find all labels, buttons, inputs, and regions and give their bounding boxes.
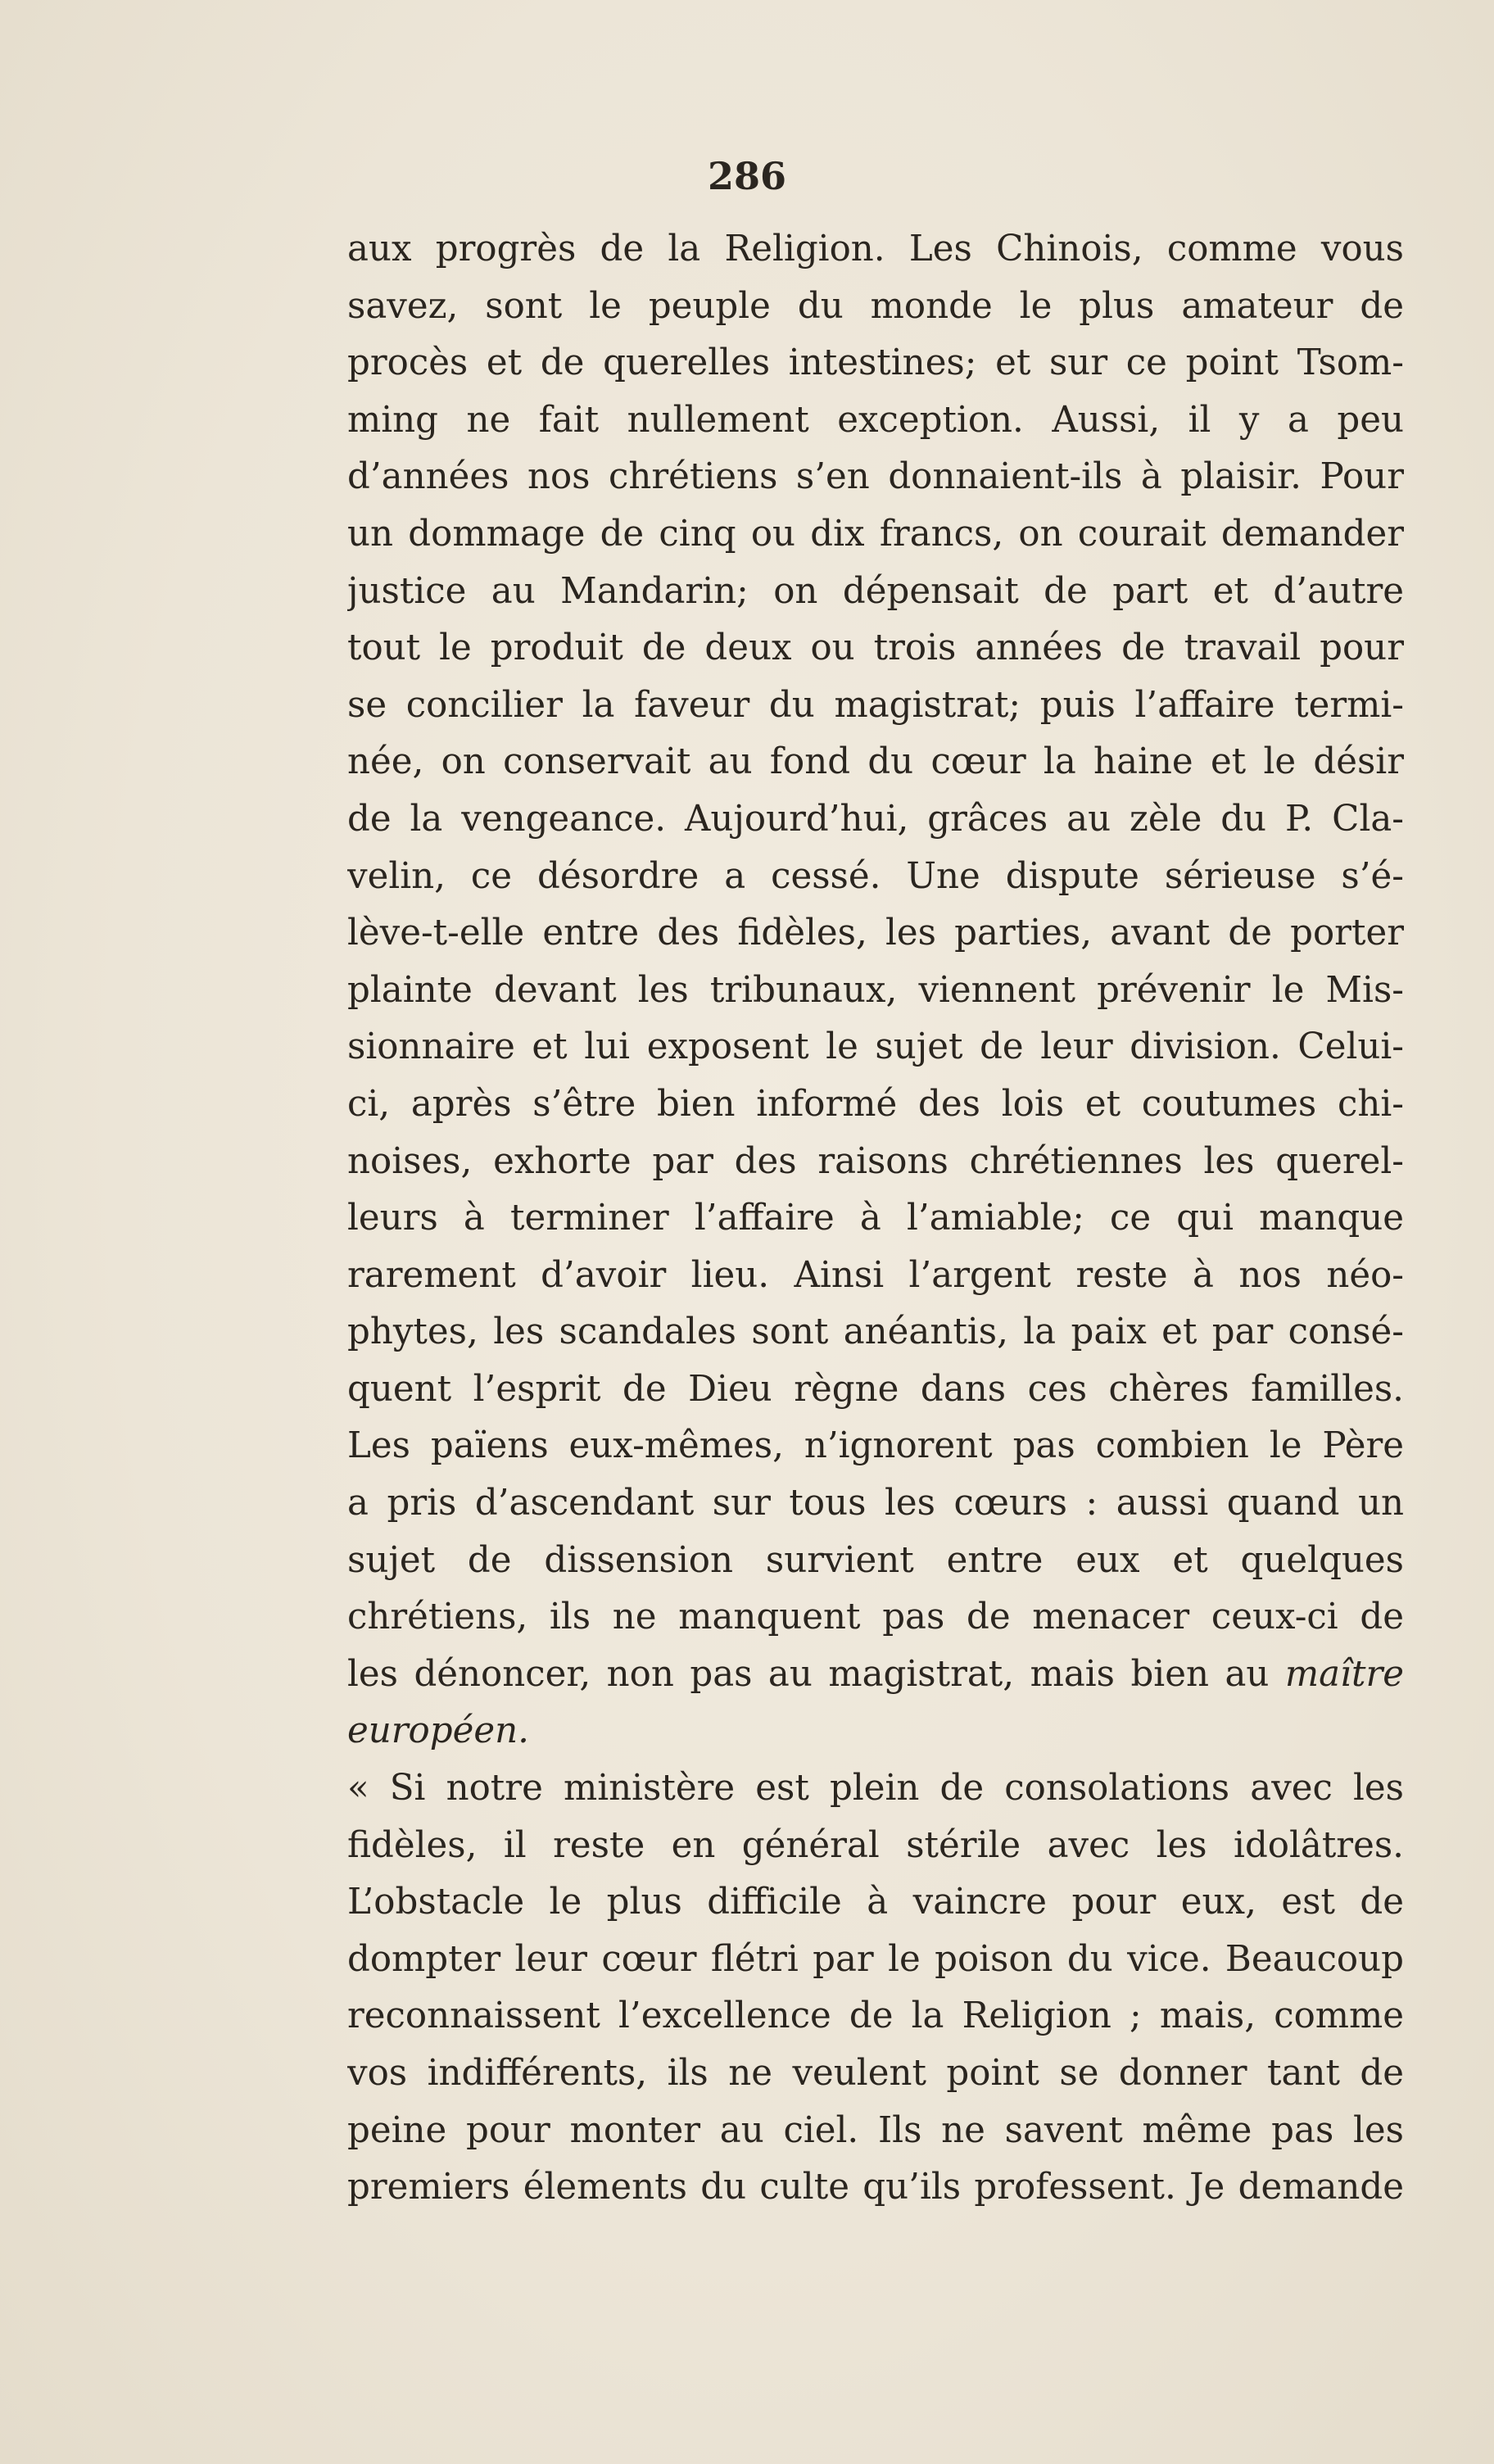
text-line: d’années nos chrétiens s’en donnaient-ils à plaisir. Pour xyxy=(347,456,1404,498)
text-line: née, on conservait au fond du cœur la haine et le désir xyxy=(347,741,1404,783)
italic-word: maître xyxy=(1284,1653,1404,1695)
text-line: vos indifférents, ils ne veulent point se donner tant de xyxy=(347,2053,1404,2094)
text-line: lève-t-elle entre des fidèles, les parties, avant de porter xyxy=(347,913,1404,954)
text-line-mixed xyxy=(347,1646,1404,1704)
text-line: dompter leur cœur flétri par le poison du vice. Beaucoup xyxy=(347,1938,1404,1980)
text-line: de la vengeance. Aujourd’hui, grâces au zèle du P. Cla- xyxy=(347,798,1404,840)
text-line: leurs à terminer l’affaire à l’amiable; ce qui manque xyxy=(347,1198,1404,1239)
text-line: noises, exhorte par des raisons chrétiennes les querel- xyxy=(347,1140,1404,1182)
italic-line: européen. xyxy=(347,1710,529,1752)
text-segment: les dénoncer, non pas au magistrat, mais bien au xyxy=(347,1653,1270,1695)
text-line: sujet de dissension survient entre eux et quelques xyxy=(347,1539,1404,1581)
text-line: sionnaire et lui exposent le sujet de leur division. Celui- xyxy=(347,1026,1404,1068)
text-line: Les païens eux-mêmes, n’ignorent pas combien le Père xyxy=(347,1425,1404,1467)
text-line: « Si notre ministère est plein de consolations avec les xyxy=(347,1768,1404,1810)
text-line: premiers élements du culte qu’ils professent. Je demande xyxy=(347,2167,1404,2208)
text-line: quent l’esprit de Dieu règne dans ces chères familles. xyxy=(347,1368,1404,1410)
text-line: fidèles, il reste en général stérile avec les idolâtres. xyxy=(347,1824,1404,1866)
text-line: velin, ce désordre a cessé. Une dispute sérieuse s’é- xyxy=(347,855,1404,897)
text-line: peine pour monter au ciel. Ils ne savent même pas les xyxy=(347,2109,1404,2151)
text-line: L’obstacle le plus difficile à vaincre pour eux, est de xyxy=(347,1882,1404,1923)
page-number: 286 xyxy=(707,154,787,198)
body-text xyxy=(347,221,1404,2217)
text-line: phytes, les scandales sont anéantis, la paix et par consé- xyxy=(347,1311,1404,1353)
text-line: ci, après s’être bien informé des lois et coutumes chi- xyxy=(347,1083,1404,1125)
text-line: justice au Mandarin; on dépensait de part et d’autre xyxy=(347,570,1404,612)
text-line: rarement d’avoir lieu. Ainsi l’argent reste à nos néo- xyxy=(347,1254,1404,1296)
text-line: plainte devant les tribunaux, viennent prévenir le Mis- xyxy=(347,969,1404,1011)
text-line: ming ne fait nullement exception. Aussi, il y a peu xyxy=(347,399,1404,441)
text-line: reconnaissent l’excellence de la Religion ; mais, comme xyxy=(347,1995,1404,2037)
text-line: se concilier la faveur du magistrat; puis l’affaire termi- xyxy=(347,684,1404,726)
text-line: savez, sont le peuple du monde le plus amateur de xyxy=(347,285,1404,327)
text-line: procès et de querelles intestines; et sur ce point Tsom- xyxy=(347,342,1404,384)
text-line: un dommage de cinq ou dix francs, on courait demander xyxy=(347,513,1404,555)
text-line: a pris d’ascendant sur tous les cœurs : aussi quand un xyxy=(347,1483,1404,1524)
text-line: tout le produit de deux ou trois années de travail pour xyxy=(347,627,1404,669)
text-line: aux progrès de la Religion. Les Chinois, comme vous xyxy=(347,229,1404,270)
text-line: chrétiens, ils ne manquent pas de menacer ceux-ci de xyxy=(347,1597,1404,1638)
